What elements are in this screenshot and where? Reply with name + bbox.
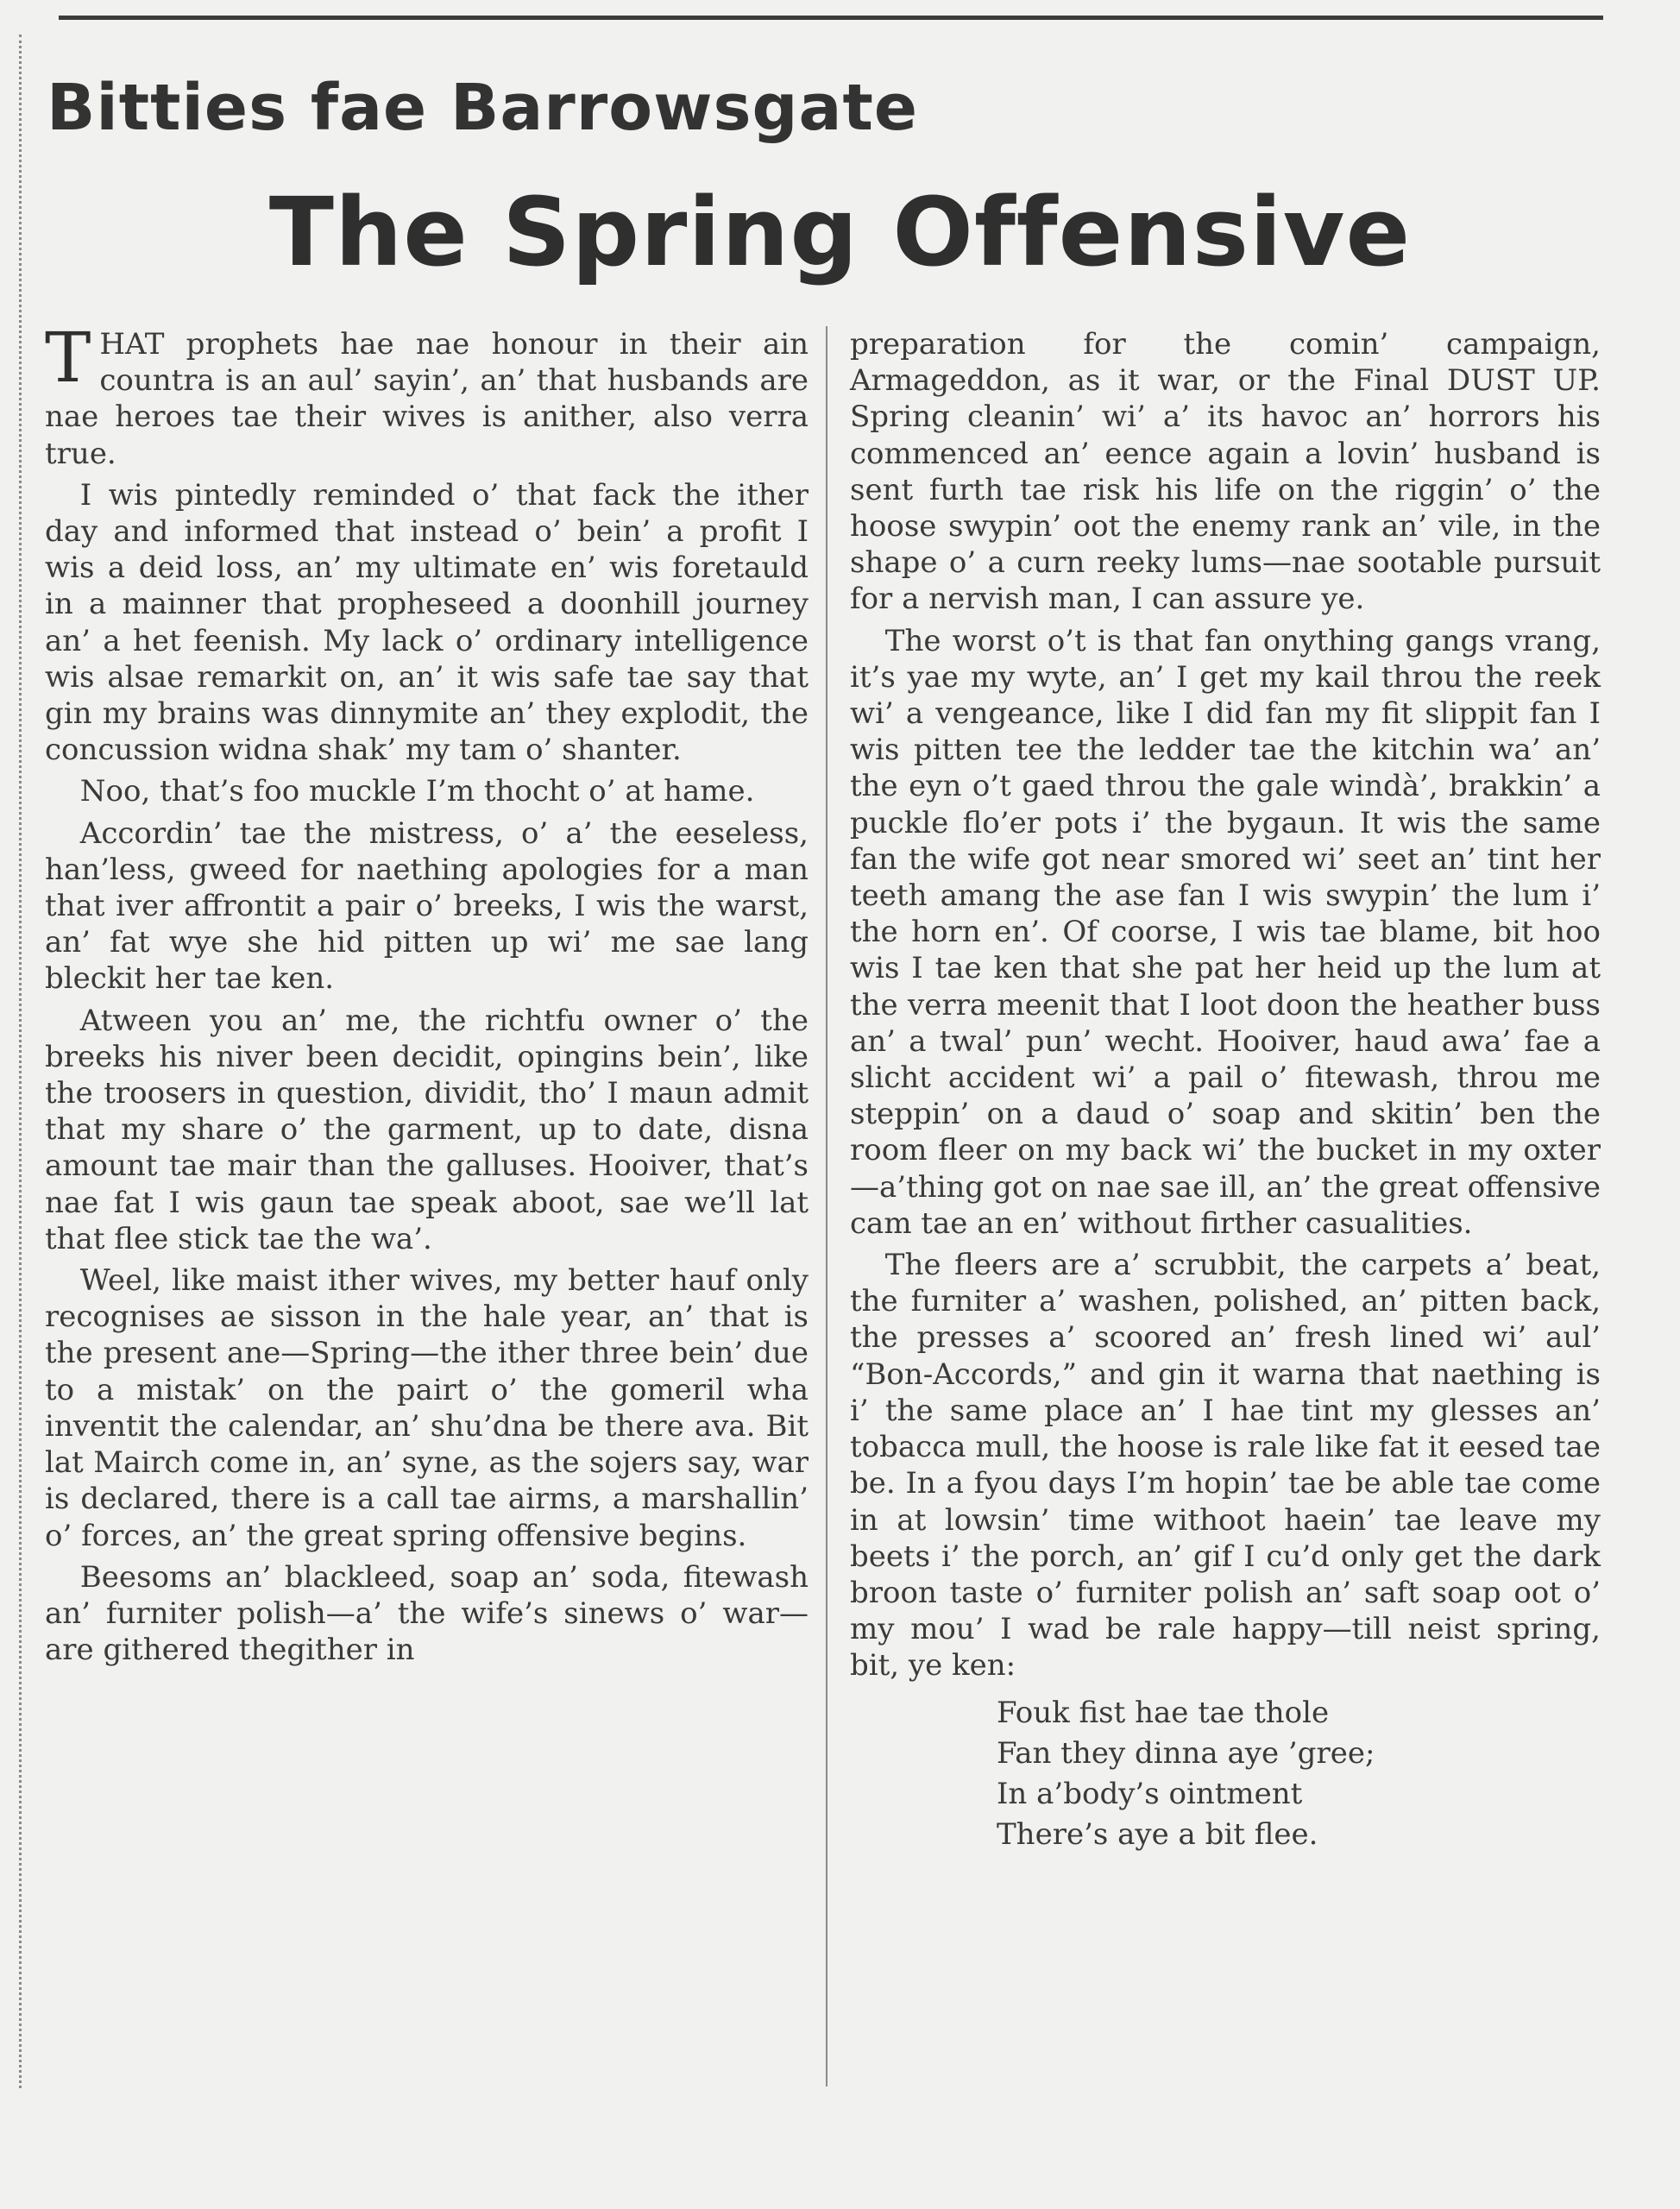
article-paragraph: I wis pintedly reminded o’ that fack the ither day and informed that instead o’ bein’ a profit I wis a deid loss, an’ my ultimate en’ wis foretauld in a mainner that propheseed a doonhill journey an’ a het feenish. My lack o’ ordinary intelligence wis alsae remarkit on, an’ it wis safe tae say that gin my brains was dinnymite an’ they explodit, the concussion widna shak’ my tam o’ shanter. [45, 477, 809, 768]
closing-verse [997, 1693, 1601, 1855]
article-paragraph: The fleers are a’ scrubbit, the carpets a’ beat, the furniter a’ washen, polished, an’ pitten back, the presses a’ scoored an’ fresh lined wi’ aul’ “Bon-Accords,” and gin it warna that naething is i’ the same place an’ I hae tint my glesses an’ tobacca mull, the hoose is rale like fat it eesed tae be. In a fyou days I’m hopin’ tae be able tae come in at lowsin’ time withoot haein’ tae leave my beets i’ the porch, an’ gif I cu’d only get the dark broon taste o’ furniter polish an’ saft soap oot o’ my mou’ I wad be rale happy—till neist spring, bit, ye ken: [850, 1248, 1601, 1683]
verse-line: There’s aye a bit flee. [997, 1816, 1318, 1852]
article-headline: The Spring Offensive [268, 177, 1412, 287]
article-paragraph: Weel, like maist ither wives, my better hauf only recognises ae sisson in the hale year, an’ that is the present ane—Spring—the ither three bein’ due to a mistak’ on the pairt o’ the gomeril wha inventit the calendar, an’ shu’dna be there ava. Bit lat Mairch come in, an’ syne, as the sojers say, war is declared, there is a call tae airms, a marshallin’ o’ forces, an’ the great spring offensive begins. [45, 1263, 809, 1553]
article-paragraph: Noo, that’s foo muckle I’m thocht o’ at hame. [79, 774, 755, 809]
article-paragraph: Accordin’ tae the mistress, o’ a’ the eeseless, han’less, gweed for naething apologies for a man that iver affrontit a pair o’ breeks, I wis the warst, an’ fat wye she hid pitten up wi’ me sae lang bleckit her tae ken. [45, 815, 809, 997]
article-column-left [45, 318, 809, 1673]
column-divider [826, 326, 827, 2086]
article-column-right [850, 326, 1601, 1855]
verse-line: In a’body’s ointment [997, 1776, 1303, 1811]
article-paragraph-continued: preparation for the comin’ campaign, Armageddon, as it war, or the Final DUST UP. Spring cleanin’ wi’ a’ its havoc an’ horrors his commenced an’ eence again a lovin’ husband is sent furth tae risk his life on the riggin’ o’ the hoose swypin’ oot the enemy rank an’ vile, in the shape o’ a curn reeky lums—nae sootable pursuit for a nervish man, I can assure ye. [850, 327, 1601, 617]
article-paragraph: Atween you an’ me, the richtfu owner o’ the breeks his niver been decidit, opingins bein’, like the troosers in question, dividit, tho’ I maun admit that my share o’ the garment, up to date, disna amount tae mair than the galluses. Hooiver, that’s nae fat I wis gaun tae speak aboot, sae we’ll lat that flee stick tae the wa’. [45, 1003, 809, 1256]
verse-line: Fan they dinna aye ’gree; [997, 1735, 1375, 1771]
article-paragraph: The worst o’t is that fan onything gangs vrang, it’s yae my wyte, an’ I get my kail throu the reek wi’ a vengeance, like I did fan my fit slippit fan I wis pitten tee the ledder tae the kitchin wa’ an’ the eyn o’t gaed throu the gale windà’, brakkin’ a puckle flo’er pots i’ the bygaun. It wis the same fan the wife got near smored wi’ seet an’ tint her teeth amang the ase fan I wis swypin’ the lum i’ the horn en’. Of coorse, I wis tae blame, bit hoo wis I tae ken that she pat her heid up the lum at the verra meenit that I loot doon the heather buss an’ a twal’ pun’ wecht. Hooiver, haud awa’ fae a slicht accident wi’ a pail o’ fitewash, throu me steppin’ on a daud o’ soap and skitin’ ben the room fleer on my back wi’ the bucket in my oxter—a’thing got on nae sae ill, an’ the great offensive cam tae an en’ without firther casualities. [850, 623, 1601, 1241]
top-rule [59, 16, 1603, 20]
page-edge-margin [19, 35, 25, 2088]
verse-line: Fouk fist hae tae thole [997, 1695, 1330, 1730]
drop-cap: T [45, 318, 91, 398]
article-paragraph: THAT prophets hae nae honour in their ain countra is an aul’ sayin’, an’ that husbands are nae heroes tae their wives is anither, also verra true. [45, 318, 809, 471]
column-kicker: Bitties fae Barrowsgate [47, 71, 919, 145]
article-paragraph: Beesoms an’ blackleed, soap an’ soda, fitewash an’ furniter polish—a’ the wife’s sinews o’ war—are githered thegither in [45, 1559, 809, 1668]
